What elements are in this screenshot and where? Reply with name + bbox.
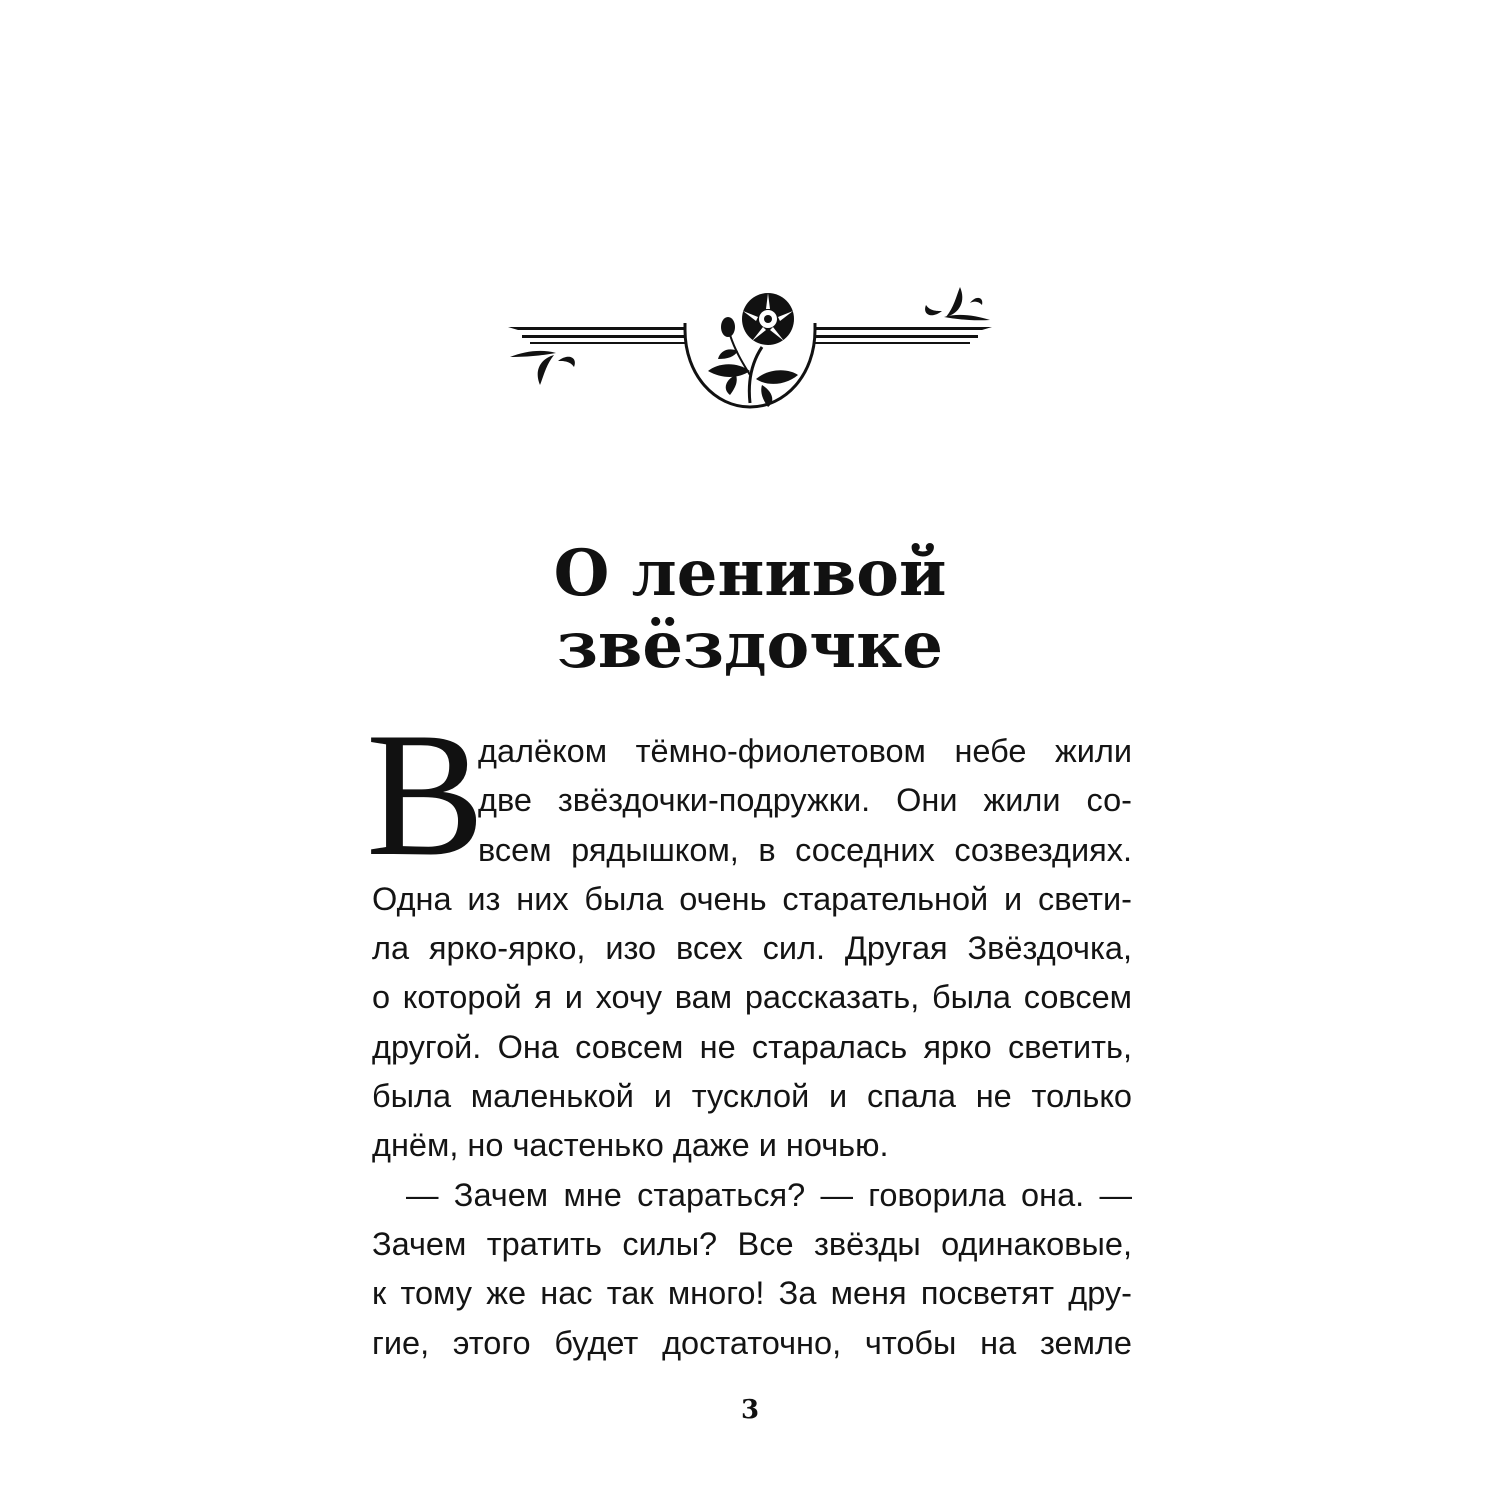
text-line: Одна из них была очень старательной и свети- [372,880,1132,917]
paragraph-1 [372,727,1132,1171]
text-line: всем рядышком, в соседних созвездиях. [478,831,1132,868]
chapter-title-line-2: звёздочке [557,608,943,683]
text-line: далёком тёмно-фиолетовом небе жили [478,733,1132,769]
text-line: — Зачем мне стараться? — говорила она. — [406,1176,1132,1213]
chapter-title [300,538,1200,682]
text-line: ла ярко-ярко, изо всех сил. Другая Звёздочка, [372,930,1132,967]
story-text [366,695,1132,1368]
text-line: была маленькой и тусклой и спала не только [372,1078,1132,1115]
text-line: другой. Она совсем не старалась ярко светить, [372,1028,1132,1065]
text-line: две звёздочки-подружки. Они жили со- [478,782,1132,819]
drop-cap-letter: В [366,695,485,893]
text-line: о которой я и хочу вам рассказать, была совсем [372,979,1132,1016]
text-line: гие, этого будет достаточно, чтобы на земле [372,1324,1132,1361]
text-line: к тому же нас так много! За меня посветят дру- [372,1275,1132,1312]
paragraph-2 [372,1171,1132,1368]
page-number: 3 [740,1395,760,1425]
text-line: днём, но частенько даже и ночью. [372,1127,889,1164]
text-line: Зачем тратить силы? Все звёзды одинаковые, [372,1225,1132,1262]
flower-vignette-icon [500,275,1000,420]
chapter-title-line-1: О ленивой [553,536,947,611]
